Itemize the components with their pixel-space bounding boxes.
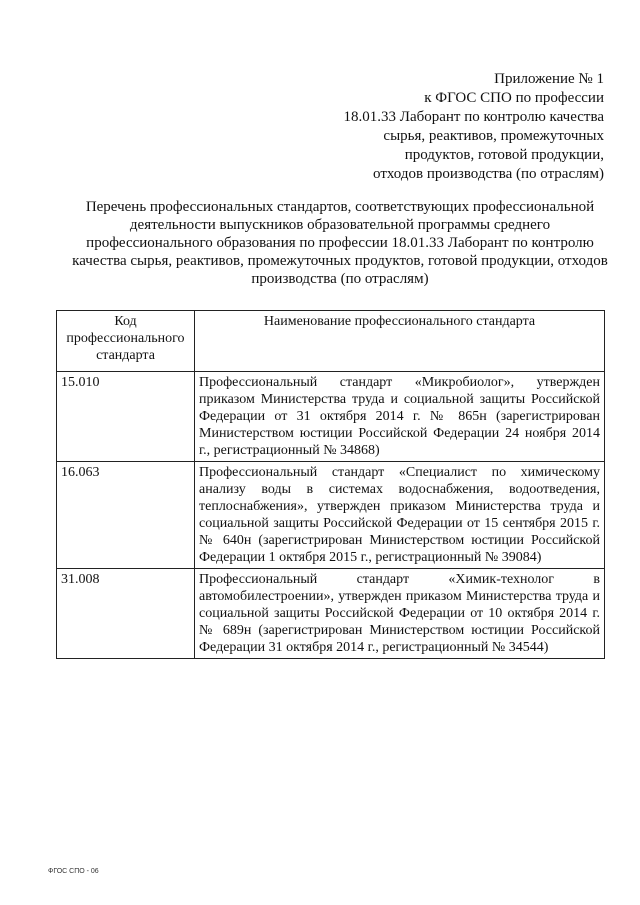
- header-code: Код профессионального стандарта: [57, 311, 195, 372]
- heading-line: Перечень профессиональных стандартов, соответствующих профессиональной: [85, 199, 595, 215]
- appendix-line: отходов производства (по отраслям): [373, 166, 604, 182]
- appendix-line: Приложение № 1: [494, 71, 604, 87]
- standard-code: 15.010: [57, 372, 195, 462]
- document-heading: [60, 198, 620, 288]
- appendix-line: продуктов, готовой продукции,: [404, 147, 604, 163]
- table-row: [57, 372, 605, 462]
- heading-line: производства (по отраслям): [251, 271, 429, 287]
- heading-line: деятельности выпускников образовательной программы среднего: [129, 217, 551, 233]
- standards-table: [56, 310, 605, 659]
- standard-name: Профессиональный стандарт «Микробиолог», утвержден приказом Министерства труда и социальной защиты Российской Федерации от 31 октября 2014 г. № 865н (зарегистрирован Министерством юстиции Российской Федерации 24 ноября 2014 г., регистрационный № 34868): [195, 372, 605, 462]
- standard-name: Профессиональный стандарт «Специалист по химическому анализу воды в системах водоснабжения, водоотведения, теплоснабжения», утвержден приказом Министерства труда и социальной защиты Российской Федерации от 15 сентября 2015 г. № 640н (зарегистрирован Министерством юстиции Российской Федерации 1 октября 2015 г., регистрационный № 39084): [195, 462, 605, 569]
- standard-code: 31.008: [57, 569, 195, 659]
- table-row: [57, 462, 605, 569]
- appendix-line: 18.01.33 Лаборант по контролю качества: [343, 109, 604, 125]
- standard-name: Профессиональный стандарт «Химик-технолог в автомобилестроении», утвержден приказом Министерства труда и социальной защиты Российской Федерации от 10 октября 2014 г. № 689н (зарегистрирован Министерством юстиции Российской Федерации 31 октября 2014 г., регистрационный № 34544): [195, 569, 605, 659]
- standard-code: 16.063: [57, 462, 195, 569]
- table-header-row: [57, 311, 605, 372]
- header-name: Наименование профессионального стандарта: [195, 311, 605, 372]
- heading-line: профессионального образования по профессии 18.01.33 Лаборант по контролю: [86, 235, 594, 251]
- appendix-line: к ФГОС СПО по профессии: [424, 90, 604, 106]
- heading-line: качества сырья, реактивов, промежуточных продуктов, готовой продукции, отходов: [72, 253, 608, 269]
- page-footer: ФГОС СПО - 06: [48, 868, 99, 875]
- appendix-line: сырья, реактивов, промежуточных: [383, 128, 604, 144]
- appendix-reference: [304, 70, 604, 184]
- table-row: [57, 569, 605, 659]
